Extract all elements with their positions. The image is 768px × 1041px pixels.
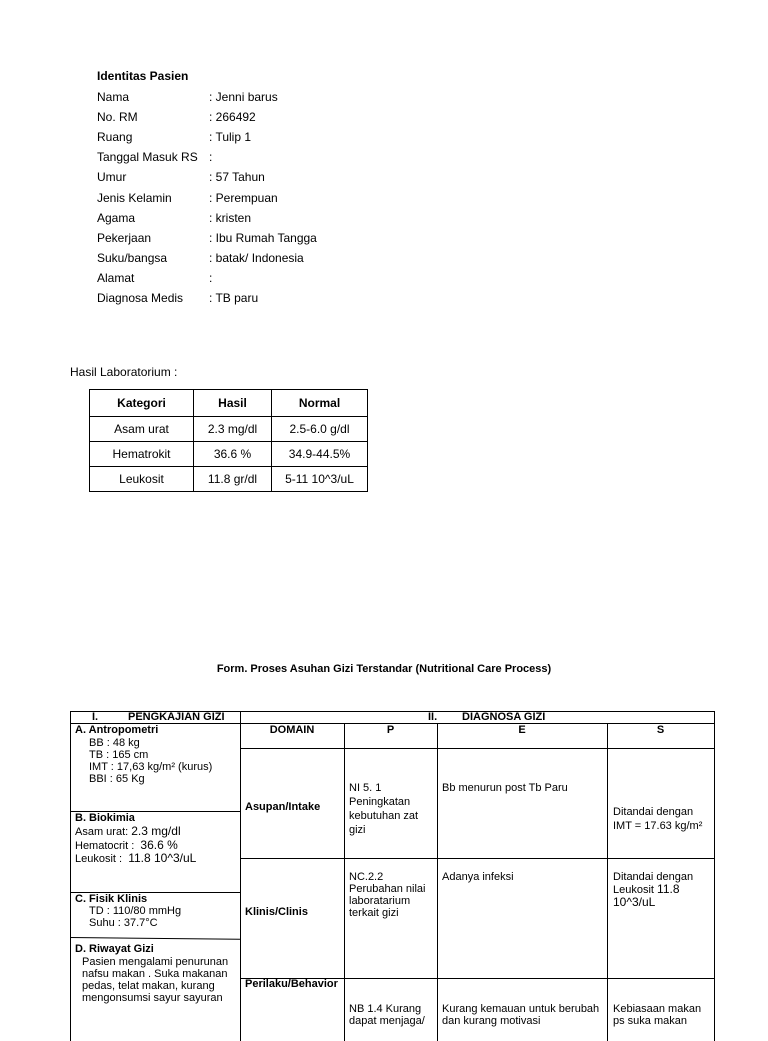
lab-header-kategori: Kategori [90, 390, 194, 417]
form-title: Form. Proses Asuhan Gizi Terstandar (Nutritional Care Process) [216, 663, 552, 675]
biokimia-label: Leukosit : [75, 853, 129, 865]
s-value: 11.8 [657, 882, 680, 896]
identitas-value: : [209, 271, 213, 285]
table-border [437, 723, 438, 1041]
biokimia-value: 2.3 mg/dl [131, 824, 181, 838]
table-border [607, 723, 608, 1041]
p-text: NC.2.2 [349, 871, 384, 883]
p-text: Peningkatan [349, 796, 411, 808]
lab-cell: 2.3 mg/dl [194, 417, 272, 442]
lab-cell: Hematrokit [90, 442, 194, 467]
col-s: S [656, 724, 665, 736]
biokimia-value: 11.8 10^3/uL [128, 851, 197, 865]
biokimia-title: B. Biokimia [75, 812, 135, 824]
lab-row [90, 417, 368, 442]
riwayat-line: mengonsumsi sayur sayuran [82, 992, 223, 1004]
lab-header-normal: Normal [272, 390, 368, 417]
fisik-line: Suhu : 37.7°C [89, 917, 158, 929]
identitas-value: : kristen [209, 211, 252, 225]
fisik-line: TD : 110/80 mmHg [89, 905, 182, 917]
biokimia-asam [75, 825, 181, 839]
antropometri-line: TB : 165 cm [89, 749, 149, 761]
p-text: laboratarium [349, 895, 411, 907]
identitas-label: Jenis Kelamin [97, 191, 172, 205]
section-2-title: DIAGNOSA GIZI [462, 711, 546, 723]
p-text: NI 5. 1 [349, 782, 382, 794]
s-text: Kebiasaan makan [613, 1003, 702, 1015]
lab-row [90, 442, 368, 467]
ncp-table [70, 711, 715, 1041]
e-text: Adanya infeksi [442, 871, 514, 883]
lab-cell: 36.6 % [194, 442, 272, 467]
s-text: IMT = 17.63 kg/m² [613, 820, 703, 832]
p-text: dapat menjaga/ [349, 1015, 425, 1027]
identitas-label: No. RM [97, 110, 138, 124]
identitas-value: : [209, 150, 213, 164]
p-text: Perubahan nilai [349, 883, 426, 895]
identitas-value: : Tulip 1 [209, 130, 252, 144]
s-text: 10^3/uL [613, 895, 656, 909]
biokimia-label: Asam urat: [75, 826, 132, 838]
riwayat-line: nafsu makan . Suka makanan [82, 968, 228, 980]
riwayat-line: Pasien mengalami penurunan [82, 956, 229, 968]
col-p: P [386, 724, 395, 736]
lab-cell: 5-11 10^3/uL [272, 467, 368, 492]
s-label: Leukosit [613, 884, 658, 896]
lab-cell: 2.5-6.0 g/dl [272, 417, 368, 442]
lab-header-row [90, 390, 368, 417]
s-text: ps suka makan [613, 1015, 687, 1027]
identitas-label: Diagnosa Medis [97, 291, 184, 305]
identitas-label: Agama [97, 211, 136, 225]
identitas-value: : Perempuan [209, 191, 278, 205]
section-2-number: II. [428, 711, 438, 723]
section-1-number: I. [92, 711, 99, 723]
riwayat-title: D. Riwayat Gizi [75, 943, 154, 955]
antropometri-title: A. Antropometri [75, 724, 159, 736]
identitas-label: Nama [97, 90, 130, 104]
lab-table [89, 389, 368, 492]
table-border [240, 711, 241, 1041]
table-border [240, 748, 715, 749]
biokimia-label: Hematocrit : [75, 840, 141, 852]
e-text: Kurang kemauan untuk berubah [442, 1003, 600, 1015]
p-text: gizi [349, 824, 366, 836]
identitas-label: Suku/bangsa [97, 251, 168, 265]
riwayat-line: pedas, telat makan, kurang [82, 980, 215, 992]
col-domain: DOMAIN [269, 724, 315, 736]
biokimia-leuk [75, 852, 196, 866]
identitas-value: : batak/ Indonesia [209, 251, 304, 265]
biokimia-value: 36.6 % [140, 838, 178, 852]
antropometri-line: BBI : 65 Kg [89, 773, 145, 785]
lab-title: Hasil Laboratorium : [70, 365, 178, 379]
identitas-value: : Jenni barus [209, 90, 278, 104]
lab-cell: Asam urat [90, 417, 194, 442]
p-text: kebutuhan zat [349, 810, 419, 822]
col-e: E [518, 724, 526, 736]
table-border [240, 858, 715, 859]
table-border [70, 711, 71, 1041]
antropometri-line: IMT : 17,63 kg/m² (kurus) [89, 761, 213, 773]
identitas-title: Identitas Pasien [97, 69, 189, 83]
p-text: terkait gizi [349, 907, 399, 919]
domain-intake: Asupan/Intake [245, 801, 321, 813]
fisik-title: C. Fisik Klinis [75, 893, 148, 905]
e-text: dan kurang motivasi [442, 1015, 541, 1027]
identitas-label: Tanggal Masuk RS [97, 150, 198, 164]
lab-cell: 34.9-44.5% [272, 442, 368, 467]
table-border [714, 711, 715, 1041]
identitas-label: Ruang [97, 130, 133, 144]
identitas-value: : TB paru [209, 291, 259, 305]
lab-header-hasil: Hasil [194, 390, 272, 417]
lab-row [90, 467, 368, 492]
identitas-value: : 57 Tahun [209, 170, 265, 184]
identitas-value: : 266492 [209, 110, 256, 124]
antropometri-line: BB : 48 kg [89, 737, 140, 749]
lab-cell: 11.8 gr/dl [194, 467, 272, 492]
identitas-label: Alamat [97, 271, 135, 285]
p-text: NB 1.4 Kurang [349, 1003, 422, 1015]
domain-clinical: Klinis/Clinis [245, 906, 308, 918]
table-border [344, 723, 345, 1041]
section-1-title: PENGKAJIAN GIZI [128, 711, 225, 723]
s-text: Ditandai dengan [613, 871, 694, 883]
identitas-label: Pekerjaan [97, 231, 152, 245]
table-border [70, 937, 240, 940]
e-text: Bb menurun post Tb Paru [442, 782, 568, 794]
identitas-value: : Ibu Rumah Tangga [209, 231, 317, 245]
identitas-label: Umur [97, 170, 127, 184]
domain-behavior: Perilaku/Behavior [245, 978, 338, 990]
s-text: Ditandai dengan [613, 806, 694, 818]
lab-cell: Leukosit [90, 467, 194, 492]
